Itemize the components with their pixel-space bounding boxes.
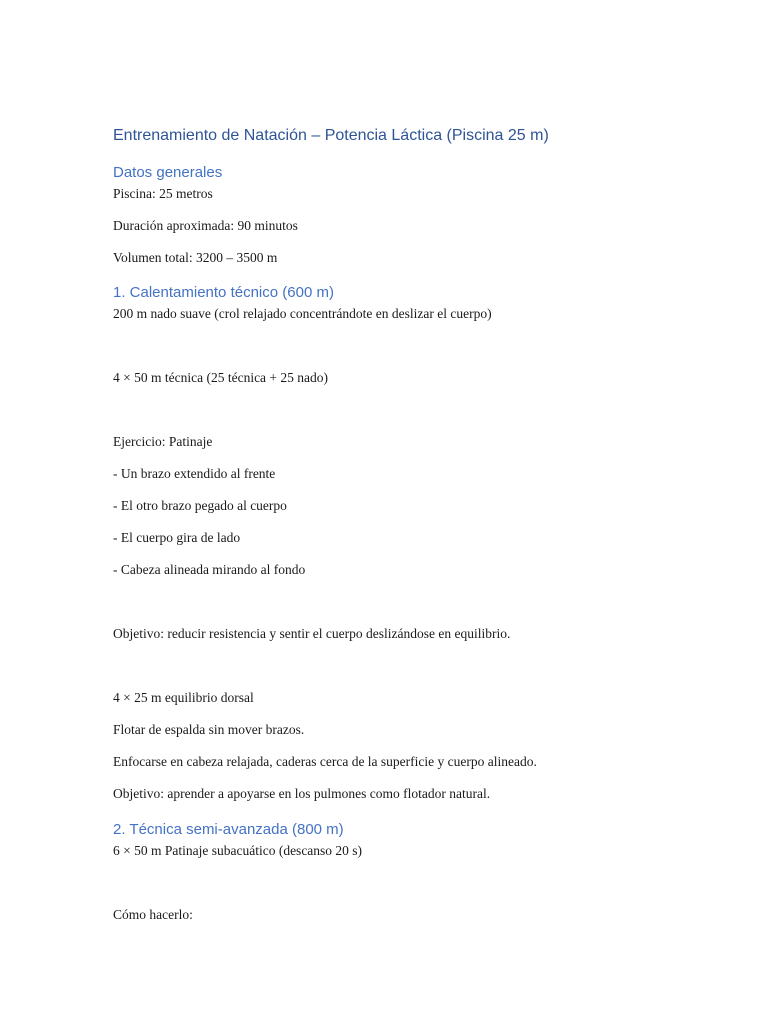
section1-line1: 200 m nado suave (crol relajado concentrándote en deslizar el cuerpo) — [113, 306, 492, 321]
section2-line1: 6 × 50 m Patinaje subacuático (descanso 20 s) — [113, 843, 363, 858]
objective-text: Objetivo: reducir resistencia y sentir el cuerpo deslizándose en equilibrio. — [113, 626, 511, 641]
document-title: Entrenamiento de Natación – Potencia Láctica (Piscina 25 m) — [113, 127, 549, 144]
duration-text: Duración aproximada: 90 minutos — [113, 218, 298, 233]
general-heading: Datos generales — [113, 164, 223, 181]
section2-heading: 2. Técnica semi-avanzada (800 m) — [113, 821, 344, 838]
bullet-item: - Un brazo extendido al frente — [113, 466, 276, 481]
volume-text: Volumen total: 3200 – 3500 m — [113, 250, 278, 265]
bullet-item: - Cabeza alineada mirando al fondo — [113, 562, 306, 577]
section1-line5: Enfocarse en cabeza relajada, caderas cerca de la superficie y cuerpo alineado. — [113, 754, 537, 769]
objective-text: Objetivo: aprender a apoyarse en los pulmones como flotador natural. — [113, 786, 491, 801]
bullet-item: - El otro brazo pegado al cuerpo — [113, 498, 287, 513]
section1-line2: 4 × 50 m técnica (25 técnica + 25 nado) — [113, 370, 329, 385]
section1-heading: 1. Calentamiento técnico (600 m) — [113, 284, 334, 301]
section1-line4: Flotar de espalda sin mover brazos. — [113, 722, 305, 737]
exercise-text: Ejercicio: Patinaje — [113, 434, 213, 449]
pool-text: Piscina: 25 metros — [113, 186, 213, 201]
how-text: Cómo hacerlo: — [113, 907, 193, 922]
bullet-item: - El cuerpo gira de lado — [113, 530, 241, 545]
section1-line3: 4 × 25 m equilibrio dorsal — [113, 690, 254, 705]
